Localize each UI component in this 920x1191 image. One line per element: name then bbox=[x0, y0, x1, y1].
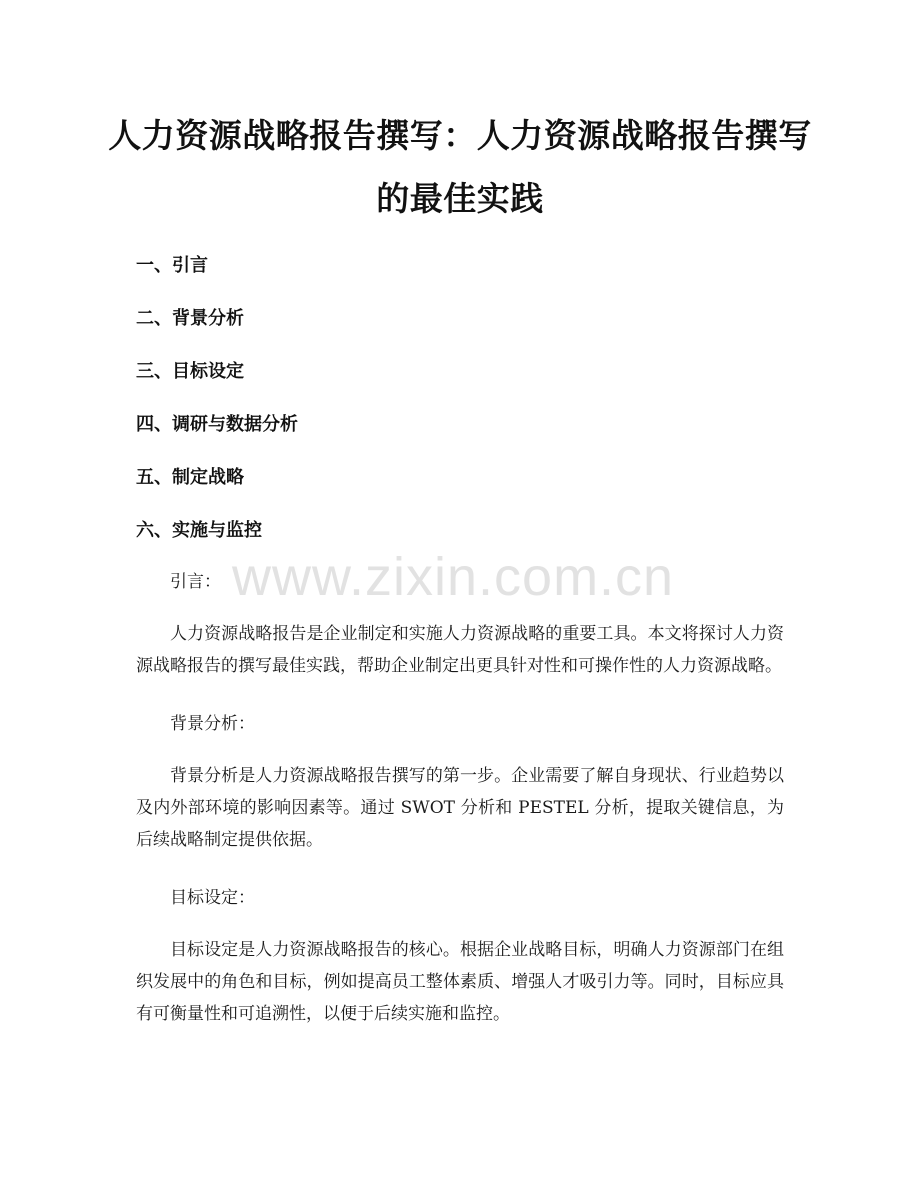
section-label-goals: 目标设定： bbox=[170, 888, 255, 908]
toc-item-strategy: 五、制定战略 bbox=[136, 467, 244, 488]
toc-item-background: 二、背景分析 bbox=[136, 308, 244, 329]
toc-item-research: 四、调研与数据分析 bbox=[136, 414, 298, 435]
section-text-goals: 目标设定是人力资源战略报告的核心。根据企业战略目标，明确人力资源部门在组织发展中的角色和目标，例如提高员工整体素质、增强人才吸引力等。同时，目标应具有可衡量性和可追溯性，以便于后续实施和监控。 bbox=[136, 940, 784, 1024]
section-text-introduction: 人力资源战略报告是企业制定和实施人力资源战略的重要工具。本文将探讨人力资源战略报告的撰写最佳实践，帮助企业制定出更具针对性和可操作性的人力资源战略。 bbox=[136, 624, 784, 676]
table-of-contents bbox=[136, 252, 796, 570]
section-label-introduction: 引言： bbox=[170, 572, 221, 592]
watermark: www.zixin.com.cn bbox=[232, 547, 675, 607]
section-text-background: 背景分析是人力资源战略报告撰写的第一步。企业需要了解自身现状、行业趋势以及内外部环境的影响因素等。通过 SWOT 分析和 PESTEL 分析，提取关键信息，为后续战略制定提供依据。 bbox=[136, 766, 784, 850]
document-title: 人力资源战略报告撰写：人力资源战略报告撰写的最佳实践 bbox=[108, 116, 812, 218]
toc-item-implementation: 六、实施与监控 bbox=[136, 520, 262, 541]
toc-item-introduction: 一、引言 bbox=[136, 255, 208, 276]
document-body bbox=[136, 566, 784, 1030]
toc-item-goals: 三、目标设定 bbox=[136, 361, 244, 382]
section-label-background: 背景分析： bbox=[170, 714, 255, 734]
